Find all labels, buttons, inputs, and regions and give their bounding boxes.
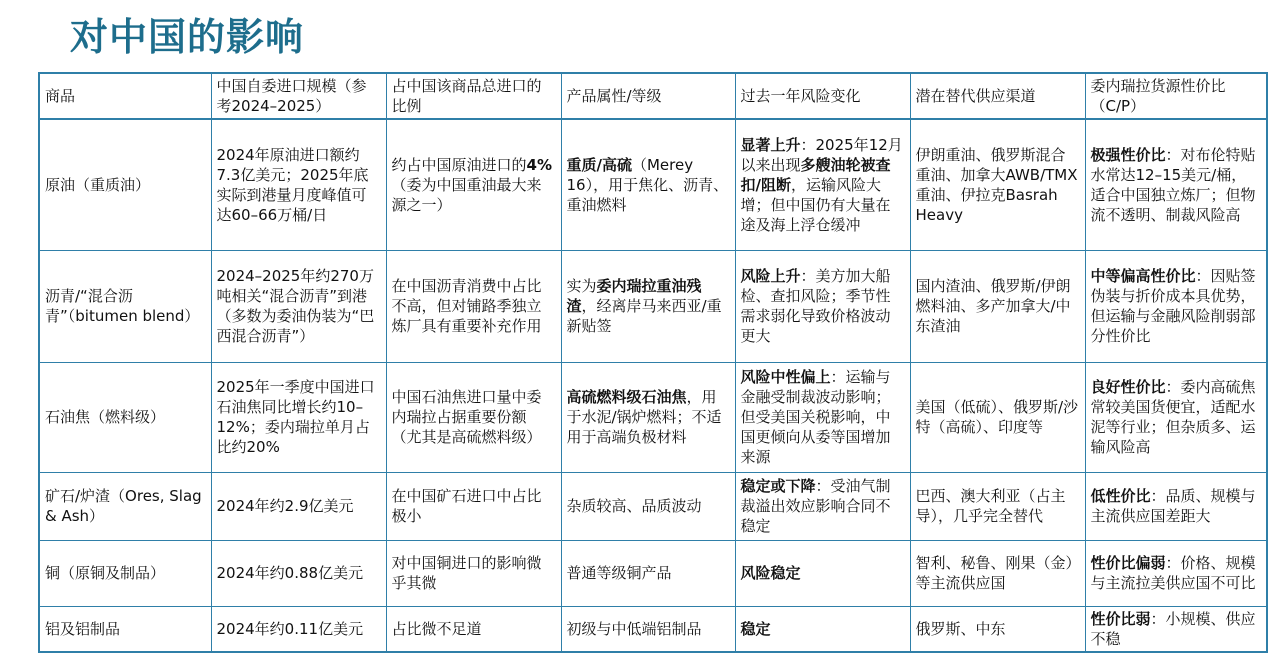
risk-text-mid: ：受油气制裁溢出效应影响合同不稳定: [740, 477, 891, 535]
cp-text: ：小规模、供应不稳: [1090, 609, 1256, 648]
table-row: [39, 606, 1267, 652]
alternatives-cell: 美国（低硫）、俄罗斯/沙特（高硫）、印度等: [910, 362, 1085, 472]
grade-text-tail: （Merey 16），用于焦化、沥青、重油燃料: [566, 155, 729, 214]
share-cell: [386, 472, 561, 540]
share-cell: [386, 119, 561, 250]
grade-text: 普通等级铜产品: [566, 564, 672, 582]
header-cost-performance: 委内瑞拉货源性价比（C/P）: [1085, 73, 1267, 119]
share-cell: [386, 606, 561, 652]
cost-performance-cell: [1085, 362, 1267, 472]
scale-cell: 2025年一季度中国进口石油焦同比增长约10–12%；委内瑞拉单月占比约20%: [211, 362, 386, 472]
risk-level: 风险稳定: [740, 564, 801, 582]
grade-highlight: 重质/高硫: [566, 155, 632, 174]
share-cell: [386, 362, 561, 472]
scale-cell: 2024年约0.88亿美元: [211, 540, 386, 606]
table-row: [39, 472, 1267, 540]
share-cell: [386, 540, 561, 606]
alternatives-cell: 巴西、澳大利亚（占主导），几乎完全替代: [910, 472, 1085, 540]
grade-cell: [561, 250, 735, 362]
risk-cell: [735, 250, 910, 362]
share-text: 约占中国原油进口的: [391, 155, 527, 174]
cost-performance-cell: [1085, 250, 1267, 362]
cost-performance-cell: [1085, 540, 1267, 606]
risk-cell: [735, 606, 910, 652]
scale-cell: 2024年约0.11亿美元: [211, 606, 386, 652]
header-risk-change: 过去一年风险变化: [735, 73, 910, 119]
grade-cell: [561, 472, 735, 540]
share-text: 在中国矿石进口中占比极小: [391, 487, 542, 525]
alternatives-cell: 智利、秘鲁、刚果（金）等主流供应国: [910, 540, 1085, 606]
page-title: 对中国的影响: [70, 15, 305, 59]
header-import-scale: 中国自委进口规模（参考2024–2025）: [211, 73, 386, 119]
cp-rating: 性价比偏弱: [1090, 554, 1166, 572]
risk-text-mid: ：美方加大船检、查扣风险；季节性需求弱化导致价格波动更大: [740, 267, 891, 345]
cp-rating: 极强性价比: [1090, 145, 1166, 164]
cp-text: ：对布伦特贴水常达12–15美元/桶，适合中国独立炼厂；但物流不透明、制裁风险高: [1090, 145, 1256, 224]
cp-rating: 中等偏高性价比: [1090, 267, 1196, 285]
cp-text: ：委内高硫焦常较美国货便宜，适配水泥等行业；但杂质多、运输风险高: [1090, 378, 1256, 456]
share-cell: [386, 250, 561, 362]
risk-text-mid: ：2025年12月以来出现: [740, 135, 903, 174]
table-row: [39, 119, 1267, 250]
alternatives-cell: 国内渣油、俄罗斯/伊朗燃料油、多产加拿大/中东渣油: [910, 250, 1085, 362]
grade-text: 初级与中低端铝制品: [566, 619, 702, 638]
risk-level: 风险上升: [740, 267, 801, 285]
table-row: [39, 362, 1267, 472]
grade-highlight: 高硫燃料级石油焦: [566, 388, 687, 406]
grade-cell: [561, 606, 735, 652]
grade-text-tail: ，经离岸马来西亚/重新贴签: [566, 297, 722, 335]
commodity-cell: 沥青/“混合沥青”（bitumen blend）: [39, 250, 211, 362]
cost-performance-cell: [1085, 606, 1267, 652]
header-grade: 产品属性/等级: [561, 73, 735, 119]
scale-cell: 2024年约2.9亿美元: [211, 472, 386, 540]
cp-text: ：因贴签伪装与折价成本具优势，但运输与金融风险削弱部分性价比: [1090, 267, 1256, 345]
grade-text: 实为: [566, 277, 597, 295]
share-text: 在中国沥青消费中占比不高，但对铺路季独立炼厂具有重要补充作用: [391, 277, 542, 335]
scale-cell: 2024年原油进口额约7.3亿美元；2025年底实际到港量月度峰值可达60–66万桶/日: [211, 119, 386, 250]
risk-text-tail: ，运输风险大增；但中国仍有大量在途及海上浮仓缓冲: [740, 175, 891, 234]
share-highlight: 4%: [526, 155, 552, 174]
table-header-row: [39, 73, 1267, 119]
risk-level: 稳定或下降: [740, 477, 816, 495]
share-text-tail: （委为中国重油最大来源之一）: [391, 175, 542, 214]
risk-level: 稳定: [740, 619, 771, 638]
risk-level: 显著上升: [740, 135, 801, 154]
share-text: 占比微不足道: [391, 619, 482, 638]
alternatives-cell: 俄罗斯、中东: [910, 606, 1085, 652]
commodity-cell: 铝及铝制品: [39, 606, 211, 652]
cp-rating: 良好性价比: [1090, 378, 1166, 396]
cp-rating: 性价比弱: [1090, 609, 1151, 628]
grade-cell: [561, 119, 735, 250]
grade-highlight: 委内瑞拉重油残渣: [566, 277, 702, 315]
table-row: [39, 540, 1267, 606]
header-alternatives: 潜在替代供应渠道: [910, 73, 1085, 119]
commodity-cell: 矿石/炉渣（Ores, Slag & Ash）: [39, 472, 211, 540]
commodity-cell: 石油焦（燃料级）: [39, 362, 211, 472]
grade-cell: [561, 540, 735, 606]
impact-table: [38, 72, 1268, 653]
share-text: 对中国铜进口的影响微乎其微: [391, 554, 542, 592]
grade-text-tail: ，用于水泥/锅炉燃料；不适用于高端负极材料: [566, 388, 722, 446]
scale-cell: 2024–2025年约270万吨相关“混合沥青”到港（多数为委油伪装为“巴西混合沥青”）: [211, 250, 386, 362]
alternatives-cell: 伊朗重油、俄罗斯混合重油、加拿大AWB/TMX重油、伊拉克Basrah Heavy: [910, 119, 1085, 250]
header-import-share: 占中国该商品总进口的比例: [386, 73, 561, 119]
cost-performance-cell: [1085, 472, 1267, 540]
cp-text: ：品质、规模与主流供应国差距大: [1090, 487, 1256, 525]
risk-cell: [735, 540, 910, 606]
risk-level: 风险中性偏上: [740, 368, 831, 386]
grade-text: 杂质较高、品质波动: [566, 497, 702, 515]
risk-cell: [735, 472, 910, 540]
table-row: [39, 250, 1267, 362]
cp-text: ：价格、规模与主流拉美供应国不可比: [1090, 554, 1256, 592]
share-text: 中国石油焦进口量中委内瑞拉占据重要份额（尤其是高硫燃料级）: [391, 388, 542, 446]
risk-highlight: 多艘油轮被查扣/阻断: [740, 155, 891, 194]
cost-performance-cell: [1085, 119, 1267, 250]
risk-cell: [735, 362, 910, 472]
commodity-cell: 铜（原铜及制品）: [39, 540, 211, 606]
commodity-cell: 原油（重质油）: [39, 119, 211, 250]
cp-rating: 低性价比: [1090, 487, 1151, 505]
header-commodity: 商品: [39, 73, 211, 119]
grade-cell: [561, 362, 735, 472]
risk-cell: [735, 119, 910, 250]
risk-text-mid: ：运输与金融受制裁波动影响；但受美国关税影响，中国更倾向从委等国增加来源: [740, 368, 891, 466]
